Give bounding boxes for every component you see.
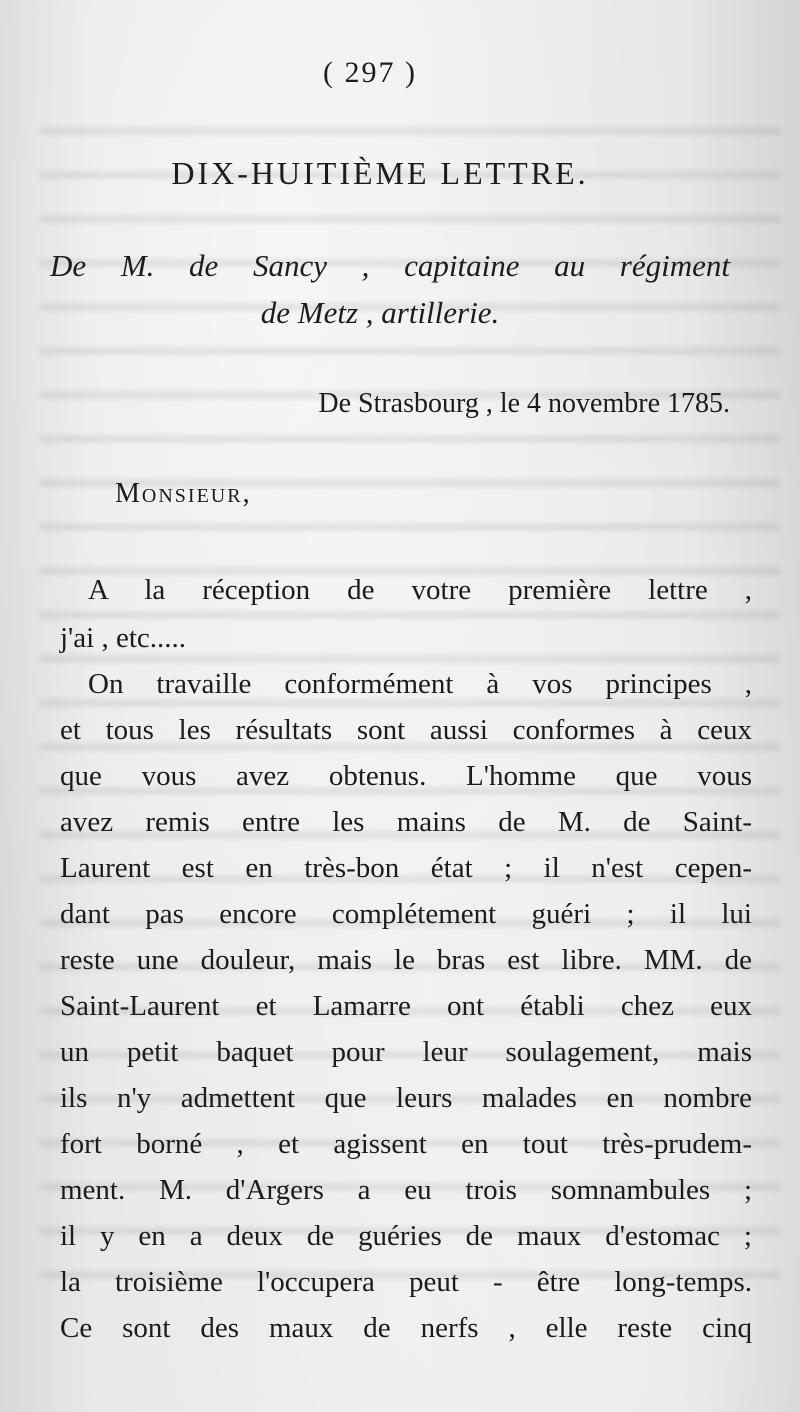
salutation: Monsieur,: [115, 478, 252, 509]
body-line: la troisième l'occupera peut - être long-temps.: [60, 1266, 752, 1298]
body-line: dant pas encore complétement guéri ; il lui: [60, 898, 752, 930]
body-line: j'ai , etc.....: [60, 622, 187, 654]
letter-subtitle-line-1: De M. de Sancy , capitaine au régiment: [50, 248, 730, 283]
body-line: Ce sont des maux de nerfs , elle reste cinq: [60, 1312, 752, 1344]
letter-heading: DIX-HUITIÈME LETTRE.: [171, 155, 589, 191]
body-line: On travaille conformément à vos principes ,: [88, 668, 752, 700]
body-line: reste une douleur, mais le bras est libre. MM. de: [60, 944, 752, 976]
body-line: avez remis entre les mains de M. de Saint-: [60, 806, 752, 838]
body-line: un petit baquet pour leur soulagement, mais: [60, 1036, 752, 1068]
body-line: fort borné , et agissent en tout très-prudem-: [60, 1128, 752, 1160]
letter-subtitle-line-2: de Metz , artillerie.: [260, 295, 500, 330]
body-line: Saint-Laurent et Lamarre ont établi chez eux: [60, 990, 752, 1022]
body-line: ils n'y admettent que leurs malades en nombre: [60, 1082, 752, 1114]
body-line: A la réception de votre première lettre ,: [88, 574, 752, 606]
body-line: Laurent est en très-bon état ; il n'est cepen-: [60, 852, 752, 884]
body-line: il y en a deux de guéries de maux d'estomac ;: [60, 1220, 752, 1252]
dateline: De Strasbourg , le 4 novembre 1785.: [318, 388, 730, 419]
body-line: ment. M. d'Argers a eu trois somnambules ;: [60, 1174, 752, 1206]
page-number: ( 297 ): [323, 56, 417, 89]
body-line: et tous les résultats sont aussi conformes à ceux: [60, 714, 752, 746]
body-line: que vous avez obtenus. L'homme que vous: [60, 760, 752, 792]
